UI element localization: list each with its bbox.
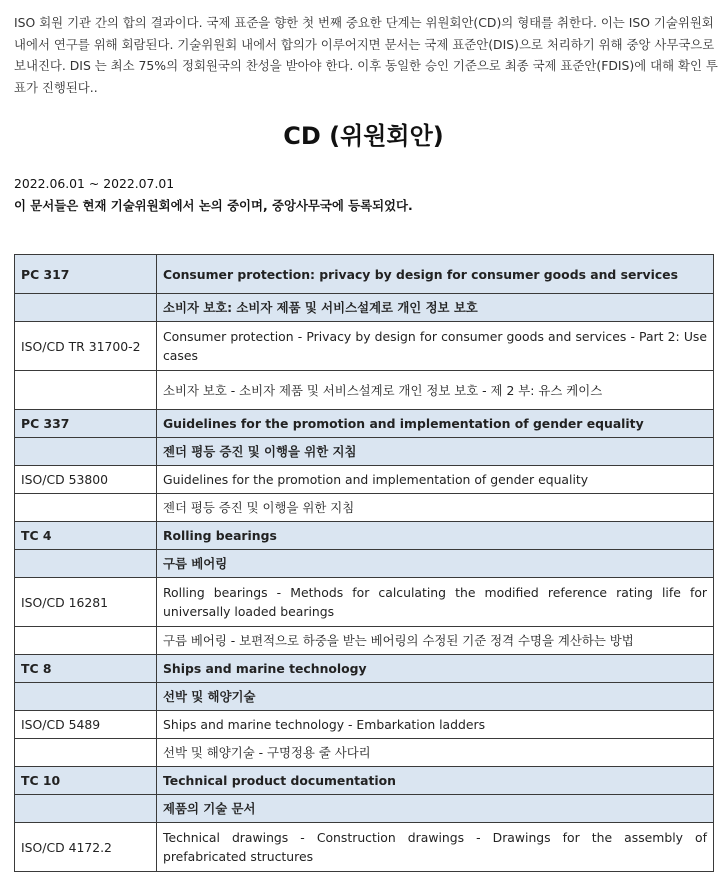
document-title-ko: 선박 및 해양기술 - 구명정용 줄 사다리 xyxy=(157,739,714,767)
document-title-ko: 젠더 평등 증진 및 이행을 위한 지침 xyxy=(157,494,714,522)
empty-cell xyxy=(15,795,157,823)
committee-name-ko: 소비자 보호: 소비자 제품 및 서비스설계로 개인 정보 보호 xyxy=(157,294,714,322)
document-row xyxy=(15,466,714,494)
committee-name-ko: 선박 및 해양기술 xyxy=(157,683,714,711)
committee-row-ko xyxy=(15,438,714,466)
document-row xyxy=(15,578,714,627)
standards-table xyxy=(14,254,714,872)
subtitle: 이 문서들은 현재 기술위원회에서 논의 중이며, 중앙사무국에 등록되었다. xyxy=(14,198,413,213)
committee-row-ko xyxy=(15,294,714,322)
document-title-en: Technical drawings - Construction drawings - Drawings for the assembly of prefabricated structures xyxy=(157,823,714,872)
document-id: ISO/CD TR 31700-2 xyxy=(15,322,157,371)
committee-row xyxy=(15,655,714,683)
document-title-en: Ships and marine technology - Embarkation ladders xyxy=(157,711,714,739)
empty-cell xyxy=(15,438,157,466)
committee-code: PC 317 xyxy=(15,255,157,294)
document-title-ko: 구름 베어링 - 보편적으로 하중을 받는 베어링의 수정된 기준 정격 수명을 계산하는 방법 xyxy=(157,627,714,655)
committee-code: TC 4 xyxy=(15,522,157,550)
empty-cell xyxy=(15,627,157,655)
empty-cell xyxy=(15,371,157,410)
committee-row xyxy=(15,767,714,795)
document-title-ko: 소비자 보호 - 소비자 제품 및 서비스설계로 개인 정보 보호 - 제 2 부: 유스 케이스 xyxy=(157,371,714,410)
committee-code: TC 10 xyxy=(15,767,157,795)
document-title-en: Guidelines for the promotion and implementation of gender equality xyxy=(157,466,714,494)
empty-cell xyxy=(15,550,157,578)
committee-name-ko: 구름 베어링 xyxy=(157,550,714,578)
date-range: 2022.06.01 ~ 2022.07.01 xyxy=(14,176,175,191)
committee-name-en: Guidelines for the promotion and implementation of gender equality xyxy=(157,410,714,438)
empty-cell xyxy=(15,494,157,522)
document-row-ko xyxy=(15,627,714,655)
document-id: ISO/CD 5489 xyxy=(15,711,157,739)
committee-row-ko xyxy=(15,795,714,823)
document-row xyxy=(15,711,714,739)
committee-row-ko xyxy=(15,550,714,578)
committee-code: TC 8 xyxy=(15,655,157,683)
document-id: ISO/CD 53800 xyxy=(15,466,157,494)
document-row-ko xyxy=(15,739,714,767)
empty-cell xyxy=(15,739,157,767)
committee-name-en: Rolling bearings xyxy=(157,522,714,550)
committee-row-ko xyxy=(15,683,714,711)
document-title-en: Consumer protection - Privacy by design for consumer goods and services - Part 2: Use cases xyxy=(157,322,714,371)
committee-name-en: Consumer protection: privacy by design for consumer goods and services xyxy=(157,255,714,294)
document-row-ko xyxy=(15,371,714,410)
document-id: ISO/CD 4172.2 xyxy=(15,823,157,872)
committee-name-ko: 젠더 평등 증진 및 이행을 위한 지침 xyxy=(157,438,714,466)
committee-name-ko: 제품의 기술 문서 xyxy=(157,795,714,823)
empty-cell xyxy=(15,683,157,711)
empty-cell xyxy=(15,294,157,322)
committee-name-en: Ships and marine technology xyxy=(157,655,714,683)
document-row xyxy=(15,823,714,872)
committee-row xyxy=(15,522,714,550)
document-row-ko xyxy=(15,494,714,522)
committee-row xyxy=(15,410,714,438)
document-id: ISO/CD 16281 xyxy=(15,578,157,627)
committee-row xyxy=(15,255,714,294)
intro-paragraph: ISO 회원 기관 간의 합의 결과이다. 국제 표준을 향한 첫 번째 중요한 단계는 위원회안(CD)의 형태를 취한다. 이는 ISO 기술위원회 내에서 연구를 위해 회람된다. 기술위원회 내에서 합의가 이루어지면 문서는 국제 표준안(DIS)으로 처리하기 위해 중앙 사무국으로 보내진다. DIS 는 최소 75%의 정회원국의 찬성을 받아야 한다. 이후 동일한 승인 기준으로 최종 국제 표준안(FDIS)에 대해 확인 투표가 진행된다.. xyxy=(14,15,718,95)
committee-name-en: Technical product documentation xyxy=(157,767,714,795)
committee-code: PC 337 xyxy=(15,410,157,438)
page-title: CD (위원회안) xyxy=(283,122,444,150)
document-row xyxy=(15,322,714,371)
document-title-en: Rolling bearings - Methods for calculating the modified reference rating life for universally loaded bearings xyxy=(157,578,714,627)
